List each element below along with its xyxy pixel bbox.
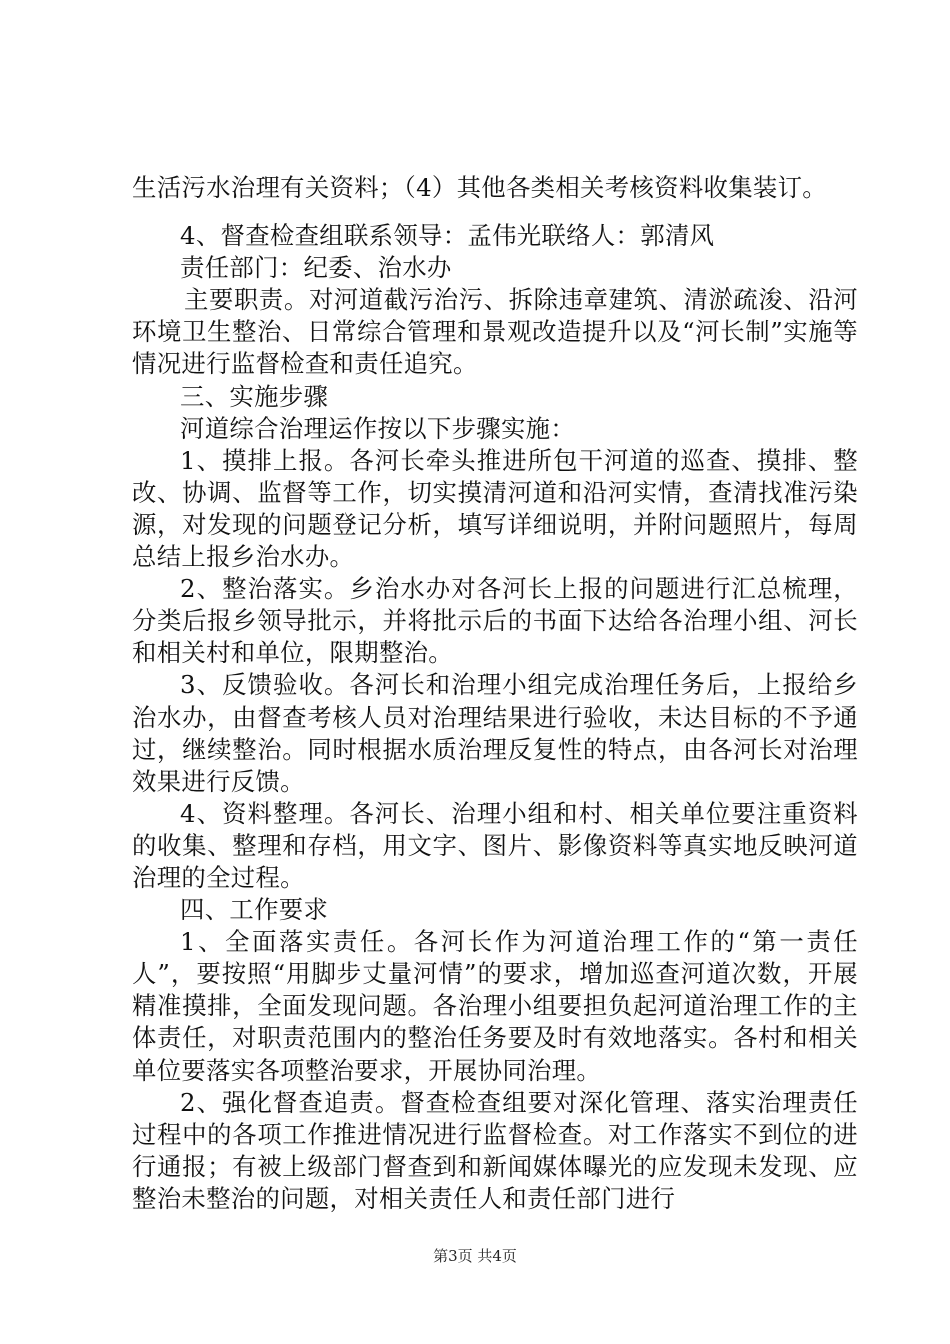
document-body — [132, 172, 858, 1215]
paragraph: 4、督查检查组联系领导：孟伟光联络人：郭清风 — [180, 221, 715, 251]
section-heading: 三、实施步骤 — [180, 381, 329, 411]
paragraph: 1、摸排上报。各河长牵头推进所包干河道的巡查、摸排、整改、协调、监督等工作，切实摸清河道和沿河实情，查清找准污染源，对发现的问题登记分析，填写详细说明，并附问题照片，每周总结上报乡治水办。 — [132, 445, 858, 572]
paragraph: 2、强化督查追责。督查检查组要对深化管理、落实治理责任过程中的各项工作推进情况进行监督检查。对工作落实不到位的进行通报；有被上级部门督查到和新闻媒体曝光的应发现未发现、应整治未整治的问题，对相关责任人和责任部门进行 — [132, 1087, 858, 1213]
section-heading: 四、工作要求 — [180, 895, 329, 925]
page-footer — [0, 1246, 950, 1266]
page-number-label: 第3页 共4页 — [433, 1247, 517, 1265]
paragraph: 主要职责。对河道截污治污、拆除违章建筑、清淤疏浚、沿河环境卫生整治、日常综合管理和景观改造提升以及“河长制”实施等情况进行监督检查和责任追究。 — [132, 285, 858, 379]
paragraph: 责任部门：纪委、治水办 — [180, 253, 452, 283]
paragraph: 生活污水治理有关资料；（4）其他各类相关考核资料收集装订。 — [132, 173, 827, 202]
paragraph: 河道综合治理运作按以下步骤实施： — [180, 413, 576, 443]
paragraph: 4、资料整理。各河长、治理小组和村、相关单位要注重资料的收集、整理和存档，用文字、图片、影像资料等真实地反映河道治理的全过程。 — [132, 798, 858, 892]
paragraph: 3、反馈验收。各河长和治理小组完成治理任务后，上报给乡治水办，由督查考核人员对治理结果进行验收，未达目标的不予通过，继续整治。同时根据水质治理反复性的特点，由各河长对治理效果进行反馈。 — [132, 670, 858, 796]
paragraph: 2、整治落实。乡治水办对各河长上报的问题进行汇总梳理，分类后报乡领导批示，并将批示后的书面下达给各治理小组、河长和相关村和单位，限期整治。 — [132, 574, 858, 668]
paragraph: 1、全面落实责任。各河长作为河道治理工作的“第一责任人”，要按照“用脚步丈量河情”的要求，增加巡查河道次数，开展精准摸排，全面发现问题。各治理小组要担负起河道治理工作的主体责任，对职责范围内的整治任务要及时有效地落实。各村和相关单位要落实各项整治要求，开展协同治理。 — [132, 927, 858, 1085]
